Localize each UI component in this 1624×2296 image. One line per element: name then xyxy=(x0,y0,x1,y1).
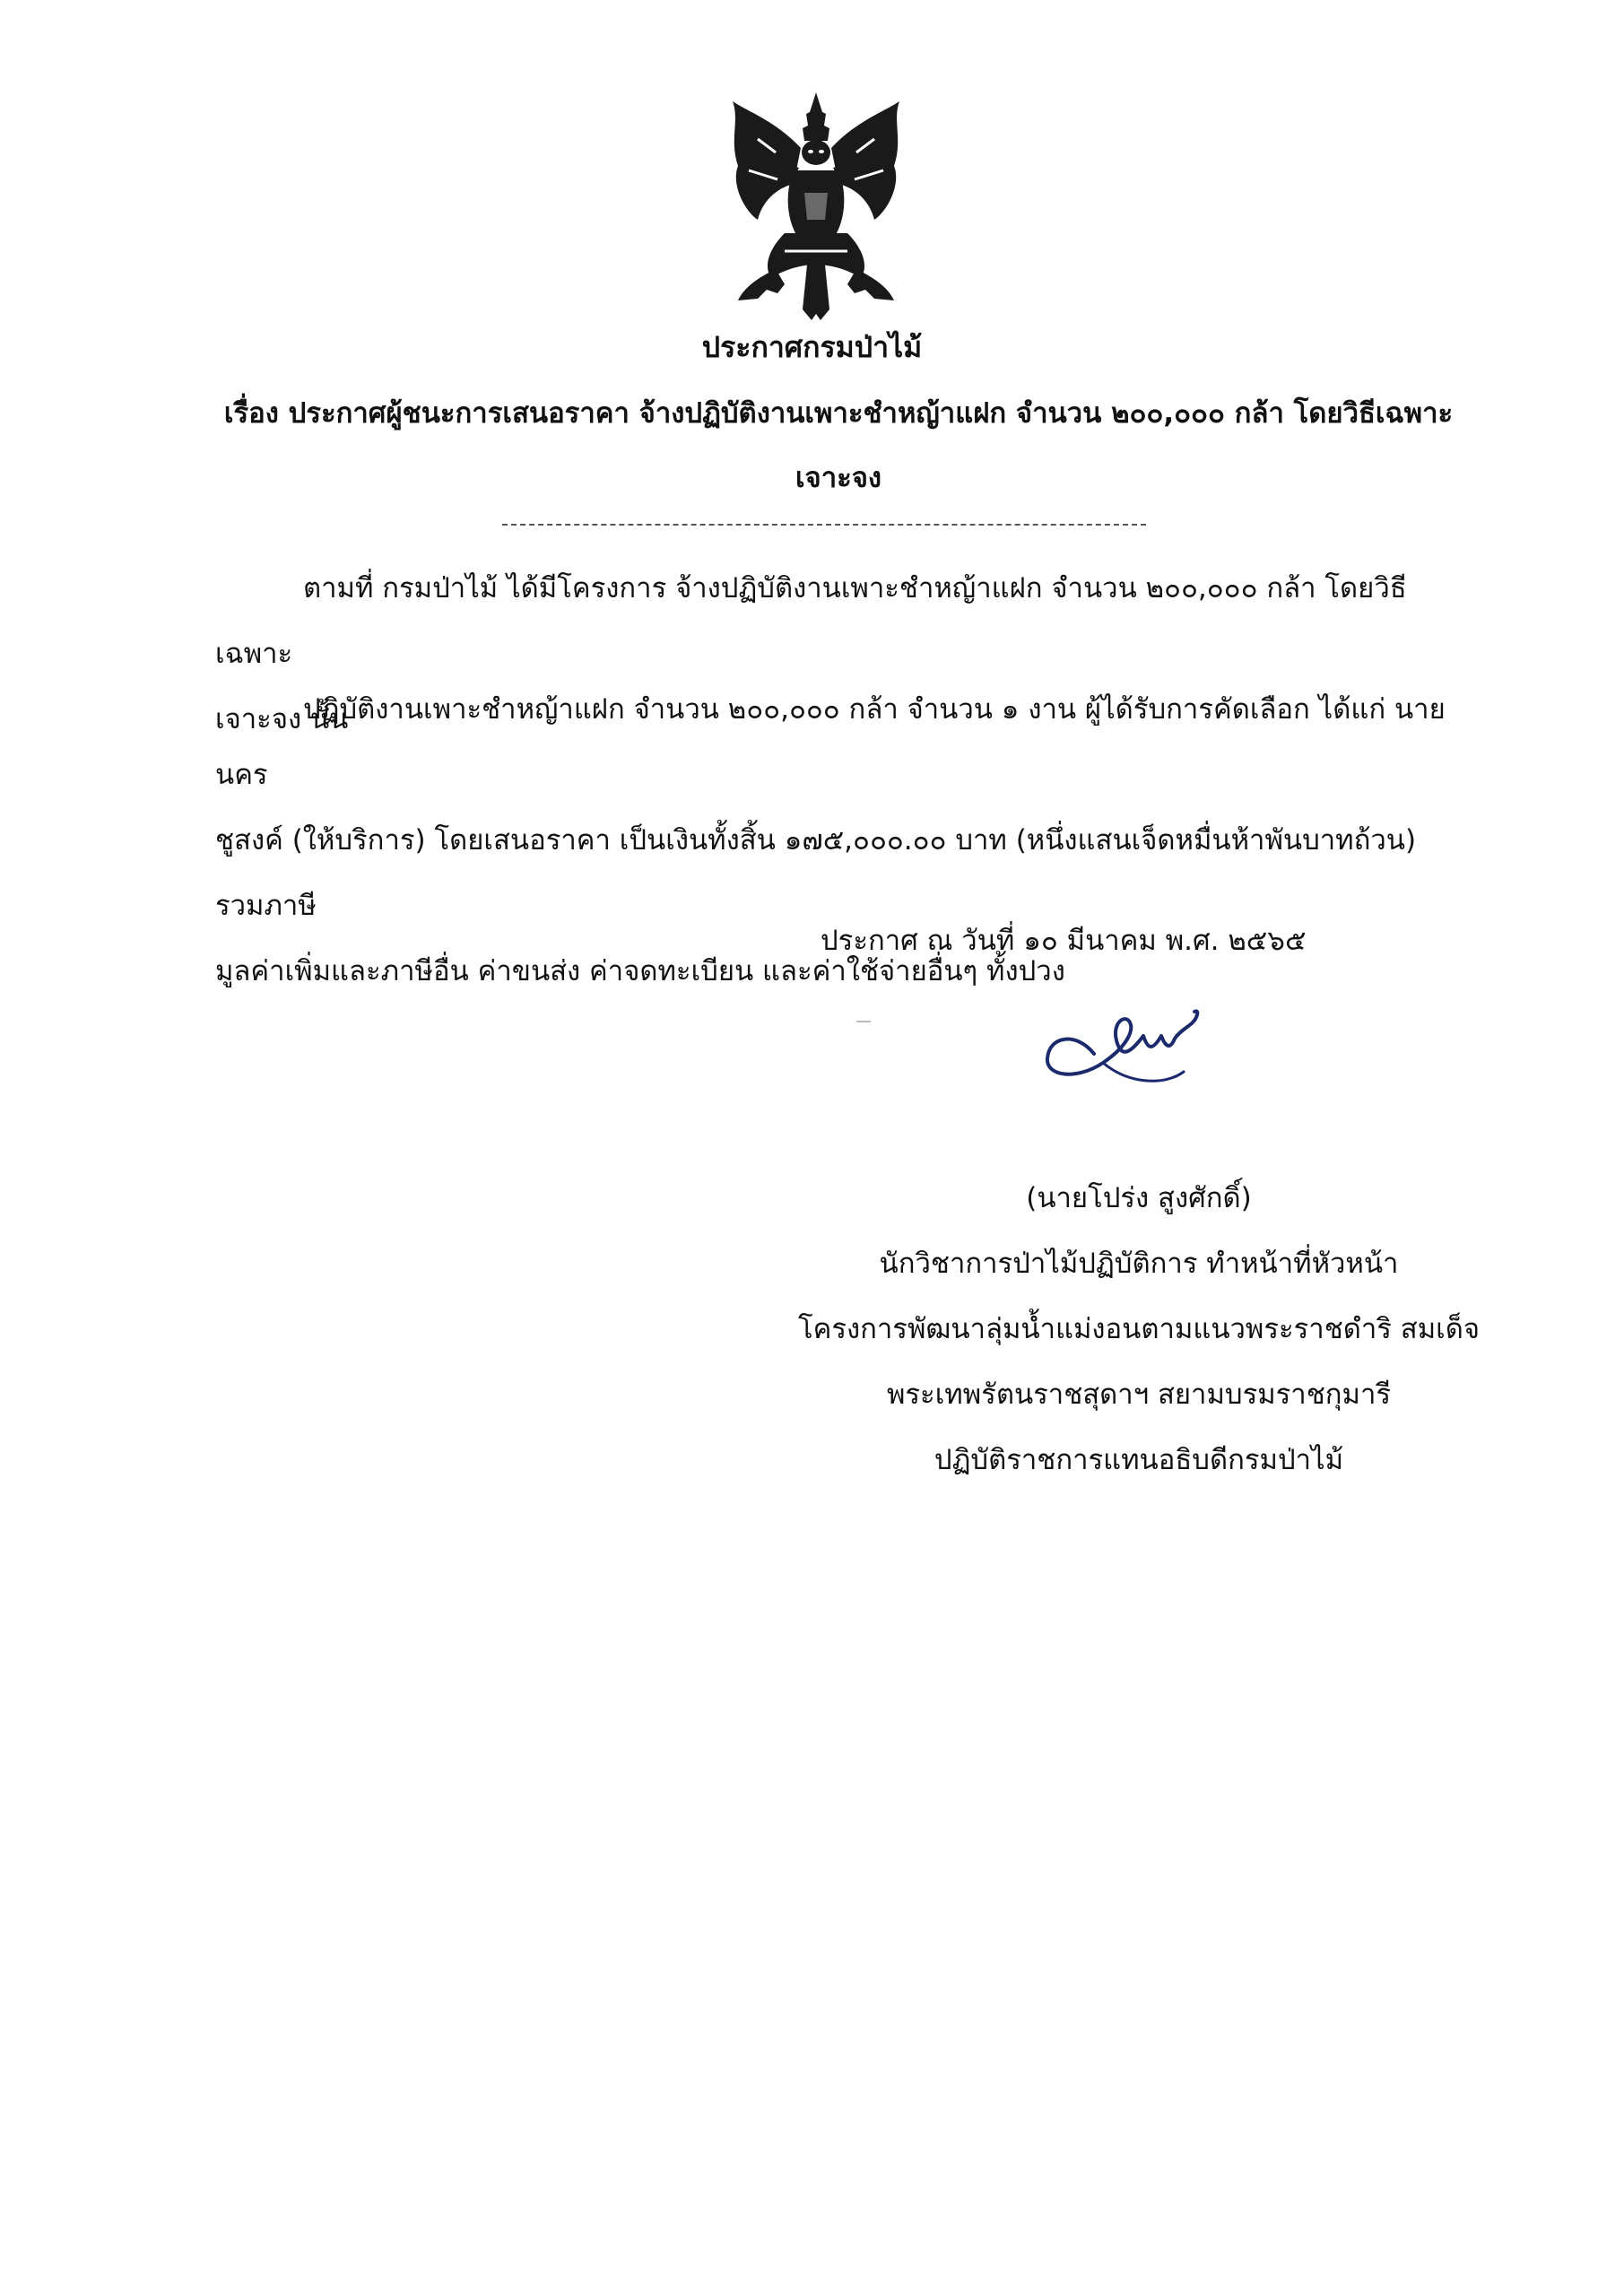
paragraph-2-line-3: มูลค่าเพิ่มและภาษีอื่น ค่าขนส่ง ค่าจดทะเบียน และค่าใช้จ่ายอื่นๆ ทั้งปวง xyxy=(215,955,1065,987)
divider-line xyxy=(502,524,1146,526)
paragraph-2-line-2: ชูสงค์ (ให้บริการ) โดยเสนอราคา เป็นเงินทั้งสิ้น ๑๗๕,๐๐๐.๐๐ บาท (หนึ่งแสนเจ็ดหมื่นห้าพันบาทถ้วน) รวมภาษี xyxy=(215,824,1417,922)
subject-line-1: เรื่อง ประกาศผู้ชนะการเสนอราคา จ้างปฏิบัติงานเพาะชำหญ้าแฝก จำนวน ๒๐๐,๐๐๐ กล้า โดยวิธีเฉพาะ xyxy=(223,397,1454,430)
signer-position-line-2: โครงการพัฒนาลุ่มน้ำแม่งอนตามแนวพระราชดำริ สมเด็จ xyxy=(797,1313,1481,1345)
signature-icon xyxy=(1040,987,1246,1112)
announcement-subject xyxy=(215,381,1462,510)
announcement-title: ประกาศกรมป่าไม้ xyxy=(701,330,923,364)
subject-line-2: เจาะจง xyxy=(795,462,882,494)
signer-position-line-4: ปฏิบัติราชการแทนอธิบดีกรมป่าไม้ xyxy=(934,1444,1344,1476)
signer-block xyxy=(771,1166,1507,1493)
paragraph-1-line-1: ตามที่ กรมป่าไม้ ได้มีโครงการ จ้างปฏิบัติงานเพาะชำหญ้าแฝก จำนวน ๒๐๐,๐๐๐ กล้า โดยวิธีเฉพาะ xyxy=(215,572,1407,670)
scan-speck xyxy=(856,1021,871,1022)
paragraph-2-line-1: ปฏิบัติงานเพาะชำหญ้าแฝก จำนวน ๒๐๐,๐๐๐ กล้า จำนวน ๑ งาน ผู้ได้รับการคัดเลือก ได้แก่ นายนคร xyxy=(215,693,1446,791)
signer-position-line-3: พระเทพรัตนราชสุดาฯ สยามบรมราชกุมารี xyxy=(886,1378,1392,1411)
announcement-date: ประกาศ ณ วันที่ ๑๐ มีนาคม พ.ศ. ๒๕๖๕ xyxy=(821,925,1307,957)
paragraph-1-line-2: เจาะจง นั้น xyxy=(215,703,349,735)
garuda-emblem-icon xyxy=(722,85,910,323)
signer-position-line-1: นักวิชาการป่าไม้ปฏิบัติการ ทำหน้าที่หัวหน้า xyxy=(879,1248,1399,1280)
signer-name: (นายโปร่ง สูงศักดิ์) xyxy=(1026,1182,1252,1214)
